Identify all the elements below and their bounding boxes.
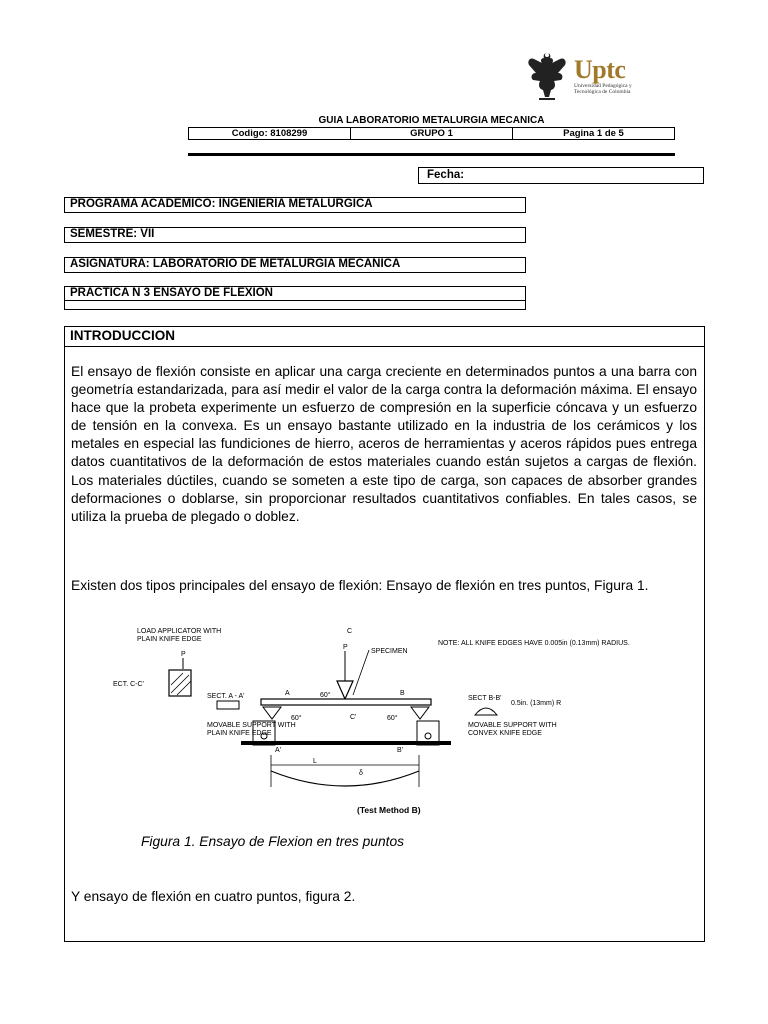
fig-p-left: P xyxy=(181,651,186,658)
introduction-heading: INTRODUCCION xyxy=(65,327,704,347)
group-cell: GRUPO 1 xyxy=(350,128,512,139)
practice-label: PRACTICA N 3 ENSAYO DE FLEXION xyxy=(70,287,273,299)
fig-base-plate xyxy=(241,741,451,745)
fig-sect-bb: SECT B-B' xyxy=(468,695,502,702)
fig-angle-top: 60° xyxy=(320,692,331,699)
intro-paragraph-2: Existen dos tipos principales del ensayo de flexión: Ensayo de flexión en tres puntos, Figura 1. xyxy=(71,578,649,593)
three-point-bend-figure xyxy=(113,623,673,819)
code-cell: Codigo: 8108299 xyxy=(231,128,308,139)
fig-note: NOTE: ALL KNIFE EDGES HAVE 0.005in (0.13mm) RADIUS. xyxy=(438,640,630,647)
fig-sect-bb-shape xyxy=(475,708,497,715)
header-divider xyxy=(188,153,675,156)
fig-load-applicator: LOAD APPLICATOR WITH xyxy=(137,628,222,635)
fig-movable-convex-1: MOVABLE SUPPORT WITH xyxy=(468,722,557,729)
fig-deflection-curve xyxy=(271,771,419,786)
fig-left-support xyxy=(263,707,281,719)
header-table xyxy=(188,127,675,140)
subject-field: ASIGNATURA: LABORATORIO DE METALURGIA MECANICA xyxy=(64,257,526,273)
practice-field xyxy=(64,286,526,310)
fig-delta: δ xyxy=(359,770,363,777)
guide-title: GUIA LABORATORIO METALURGIA MECANICA xyxy=(318,115,545,126)
fig-angle-right: 60° xyxy=(387,715,398,722)
fig-a-prime: A' xyxy=(275,747,282,754)
fig-sect-cc: ECT. C-C' xyxy=(113,681,144,688)
fig-l-label: L xyxy=(313,758,317,765)
fig-movable-plain-2: PLAIN KNIFE EDGE xyxy=(207,730,272,737)
fig-center-knife xyxy=(337,681,353,699)
eagle-crest-icon xyxy=(524,47,570,105)
date-field[interactable] xyxy=(418,167,704,184)
fig-b-prime: B' xyxy=(397,747,404,754)
fig-sect-aa-shape xyxy=(217,701,239,709)
university-line1: Universidad Pedagógica y xyxy=(574,82,632,89)
practice-separator xyxy=(65,300,525,301)
fig-right-support xyxy=(411,707,429,719)
uptc-logo xyxy=(524,46,646,106)
intro-paragraph-1: El ensayo de flexión consiste en aplicar una carga creciente en determinados puntos a una barra con geometría estandarizada, para así medir el valor de la carga contra la deformación máxima. El ensayo hace que la probeta experimente un esfuerzo de compresión en la superficie cóncava y un esfuerzo de tensión en la convexa. Es un ensayo bastante utilizado en la industria de los cerámicos y los metales en especial las fundiciones de hierro, aceros de herramientas y aceros rápidos pues entrega datos cuantitativos de la deformación de estos materiales cuando están sujetos a cargas de flexión. Los materiales dúctiles, cuando se someten a este tipo de carga, son capaces de absorber grandes deformaciones o doblarse, sin proporcionar resultados cuantitativos confiables. En tales casos, se utiliza la prueba de plegado o doblez. xyxy=(71,364,697,524)
program-field: PROGRAMA ACADEMICO: INGENIERIA METALURGICA xyxy=(64,197,526,213)
intro-paragraph-3: Y ensayo de flexión en cuatro puntos, figura 2. xyxy=(71,889,356,904)
page-cell: Pagina 1 de 5 xyxy=(512,128,674,139)
fig-load-hatch xyxy=(171,673,191,695)
fig-radius: 0.5in. (13mm) R xyxy=(511,700,562,707)
brand-name: Uptc xyxy=(574,54,626,84)
date-label: Fecha: xyxy=(427,169,465,181)
figure-1-caption: Figura 1. Ensayo de Flexion en tres puntos xyxy=(141,834,405,849)
fig-a-label: A xyxy=(285,690,290,697)
university-line2: Tecnológica de Colombia xyxy=(574,89,631,95)
fig-c-prime: C' xyxy=(350,714,357,721)
fig-plain-knife-edge: PLAIN KNIFE EDGE xyxy=(137,636,202,643)
semester-field: SEMESTRE: VII xyxy=(64,227,526,243)
fig-method: (Test Method B) xyxy=(357,805,421,815)
fig-movable-convex-2: CONVEX KNIFE EDGE xyxy=(468,730,542,737)
fig-specimen-leader xyxy=(353,650,369,695)
introduction-section xyxy=(64,326,705,942)
fig-b-label: B xyxy=(400,690,405,697)
fig-sect-aa: SECT. A - A' xyxy=(207,693,245,700)
fig-movable-plain-1: MOVABLE SUPPORT WITH xyxy=(207,722,296,729)
fig-right-pin xyxy=(425,733,431,739)
fig-c-label: C xyxy=(347,628,353,635)
fig-p-center: P xyxy=(343,644,348,651)
fig-specimen-bar xyxy=(261,699,431,705)
fig-angle-left: 60° xyxy=(291,715,302,722)
fig-specimen: SPECIMEN xyxy=(371,648,408,655)
